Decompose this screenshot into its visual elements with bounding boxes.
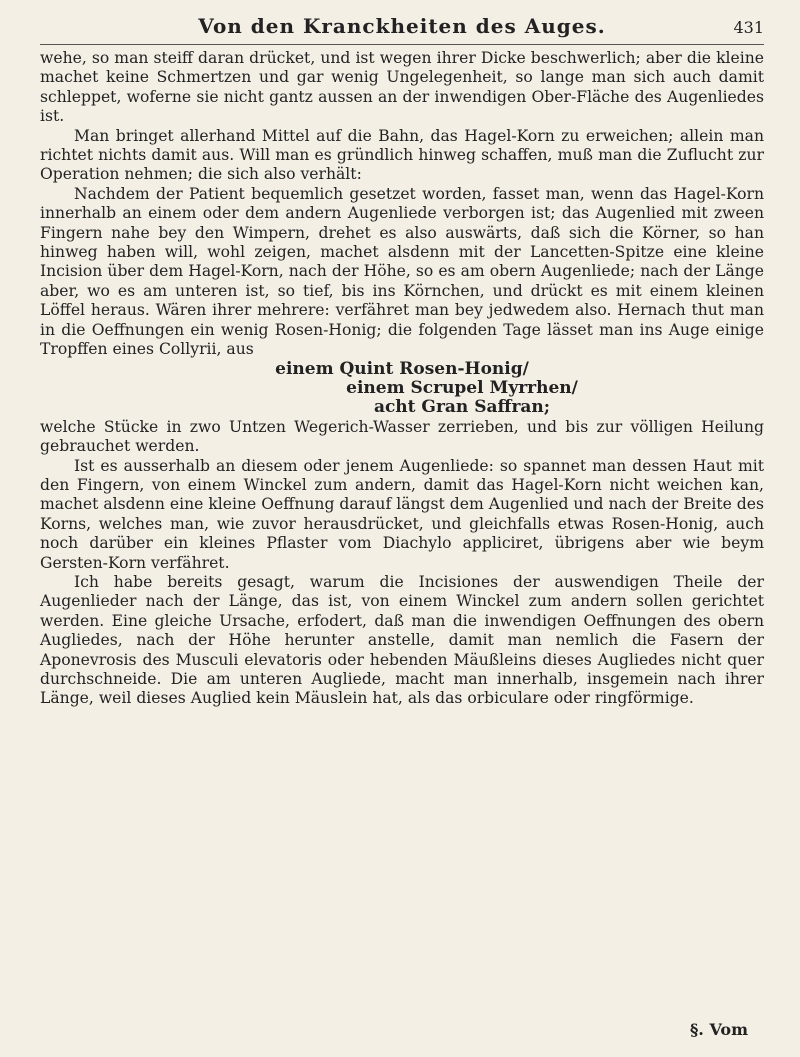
recipe-line: acht Gran Saffran; — [373, 397, 551, 418]
paragraph: Ich habe bereits gesagt, warum die Incisiones der auswendigen Theile der Augenlieder nach der Länge, das ist, von einem Winckel zum andern sollen gerichtet werden. Eine gleiche Ursache, erfodert, daß man die inwendigen Oeffnungen des obern Augliedes, nach der Höhe herunter anstelle, damit man nemlich die Fasern der Aponevrosis des Musculi elevatoris oder hebenden Mäußleins dieses Augliedes nicht quer durchschneide. Die am unteren Augliede, macht man innerhalb, insgemein nach ihrer Länge, weil dieses Auglied kein Mäuslein hat, als das orbiculare oder ringförmige. — [40, 572, 764, 708]
body-text — [40, 49, 764, 709]
paragraph: Man bringet allerhand Mittel auf die Bahn, das Hagel-Korn zu erweichen; allein man richtet nichts damit aus. Will man es gründlich hinweg schaffen, muß man die Zuflucht zur Operation nehmen; die sich also verhält: — [40, 126, 764, 184]
recipe-line: einem Quint Rosen-Honig/ — [275, 358, 529, 379]
paragraph: welche Stücke in zwo Untzen Wegerich-Wasser zerrieben, und bis zur völligen Heilung gebrauchet werden. — [40, 417, 764, 456]
paragraph: wehe, so man steiff daran drücket, und ist wegen ihrer Dicke beschwerlich; aber die kleine machet keine Schmertzen und gar wenig Ungelegenheit, so lange man sich auch damit schleppet, woferne sie nicht gantz aussen an der inwendigen Ober-Fläche des Augenliedes ist. — [40, 49, 764, 126]
recipe-line: einem Scrupel Myrrhen/ — [346, 377, 578, 398]
catchword: §. Vom — [689, 1020, 748, 1039]
paragraph: Nachdem der Patient bequemlich gesetzet worden, fasset man, wenn das Hagel-Korn innerhalb an einem oder dem andern Augenliede verborgen ist; das Augenlied mit zween Fingern nahe bey den Wimpern, drehet es also auswärts, daß sich die Körner, so han hinweg haben will, wohl zeigen, machet alsdenn mit der Lancetten-Spitze eine kleine Incision über dem Hagel-Korn, nach der Höhe, so es am obern Augenliede; nach der Länge aber, wo es am unteren ist, so tief, bis ins Körnchen, und drückt es mit einem kleinen Löffel heraus. Wären ihrer mehrere: verfähret man bey jedwedem also. Hernach thut man in die Oeffnungen ein wenig Rosen-Honig; die folgenden Tage lässet man ins Auge einige Tropffen eines Collyrii, aus — [40, 184, 764, 359]
paragraph: Ist es ausserhalb an diesem oder jenem Augenliede: so spannet man dessen Haut mit den Fingern, von einem Winckel zum andern, damit das Hagel-Korn nicht weichen kan, machet alsdenn eine kleine Oeffnung darauf längst dem Augenlied und nach der Breite des Korns, welches man, wie zuvor herausdrücket, und gleichfalls etwas Rosen-Honig, auch noch darüber ein kleines Pflaster vom Diachylo appliciret, übrigens aber wie beym Gersten-Korn verfähret. — [40, 456, 764, 572]
page-number: 431 — [733, 18, 764, 37]
running-head: Von den Kranckheiten des Auges. — [198, 14, 606, 38]
page-header — [40, 14, 764, 45]
